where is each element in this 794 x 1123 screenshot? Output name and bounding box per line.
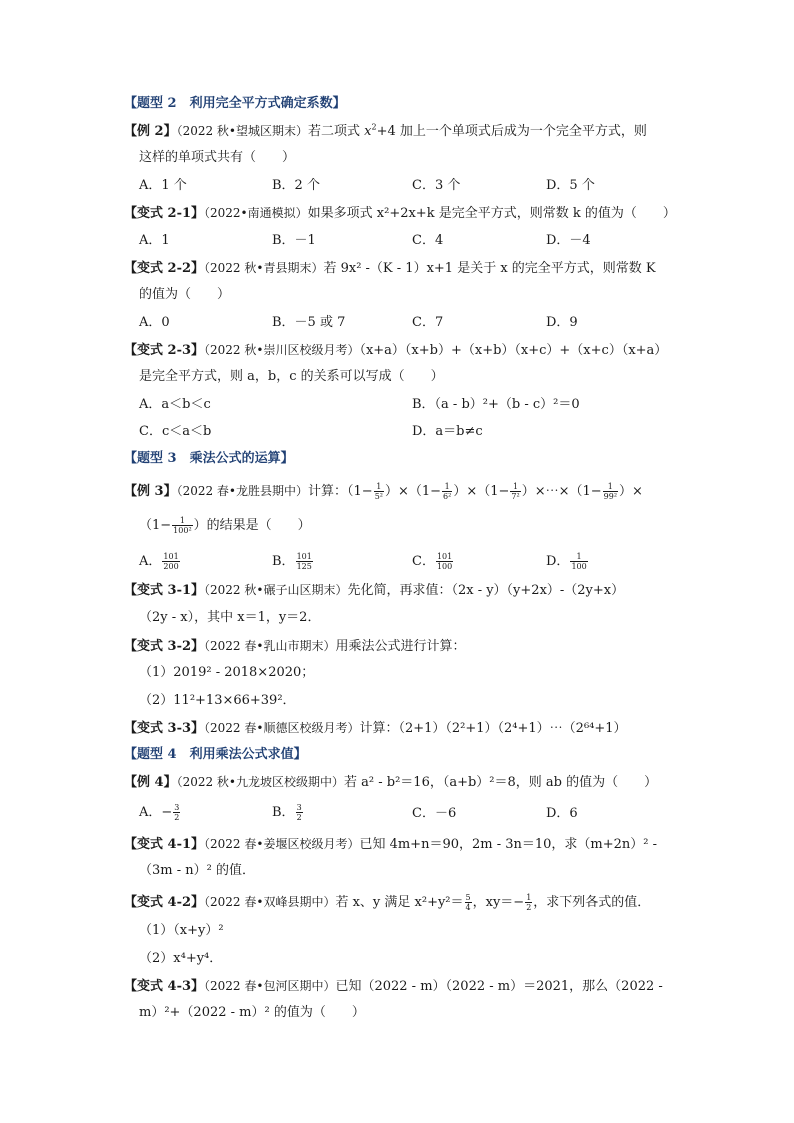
variant-2-3-line1: 【变式 2-3】（2022 秋•崇川区校级月考）（x+a）（x+b）+（x+b）（x+c）+（x+c）（x+a）	[124, 343, 668, 358]
fraction: $\frac{1}{\text{100²}}$	[173, 516, 192, 535]
example-4-line1: 【例 4】（2022 秋•九龙坡区校级期中）若 a² - b²＝16，（a+b）²＝8，则 ab 的值为（ ）	[124, 775, 658, 790]
example-4-option-a: A．− $\frac{3}{2}$	[139, 803, 180, 822]
example-3-option-a: A． $\frac{101}{200}$	[139, 552, 179, 571]
example-3-option-b: B． $\frac{101}{125}$	[272, 552, 312, 571]
variant-4-3-line1: 【变式 4-3】（2022 春•包河区期中）已知（2022 - m）（2022 - m）＝2021，那么（2022 -	[124, 979, 663, 994]
variant-2-1-line1: 【变式 2-1】（2022•南通模拟）如果多项式 x²+2x+k 是完全平方式，则常数 k 的值为（ ）	[124, 206, 676, 221]
variant-3-2-item2: （2）11²+13×66+39²．	[139, 693, 296, 708]
example-3-line2: （1− $\frac{1}{\text{100²}}$ ）的结果是（ ）	[139, 516, 311, 535]
variant-3-2-item1: （1）2019² - 2018×2020；	[139, 665, 315, 680]
example-2-option-a: A．1 个	[139, 178, 187, 193]
fraction: $\frac{5}{4}$	[465, 893, 471, 912]
example-2-option-b: B．2 个	[272, 178, 320, 193]
variant-4-2-item1: （1）（x+y）²	[139, 923, 224, 938]
example-2-source: （2022 秋•望城区期末）	[176, 124, 309, 138]
fraction: $\frac{1}{\text{6²}}$	[443, 482, 452, 501]
example-4-option-b: B． $\frac{3}{2}$	[272, 803, 302, 822]
section-heading-type2: 【题型 2 利用完全平方式确定系数】	[124, 96, 346, 111]
variant-2-1-option-a: A．1	[139, 233, 170, 248]
example-3-option-d: D． $\frac{1}{100}$	[546, 552, 587, 571]
variant-3-1-line1: 【变式 3-1】（2022 秋•碾子山区期末）先化简，再求值：（2x - y）（y+2x）-（2y+x）	[124, 583, 625, 598]
variant-3-1-line2: （2y - x），其中 x＝1，y＝2．	[139, 610, 321, 625]
variant-2-3-option-b: B．（a - b）²+（b - c）²＝0	[412, 397, 580, 412]
variant-2-3-option-c: C．c＜a＜b	[139, 424, 212, 439]
variant-2-1-option-c: C．4	[412, 233, 444, 248]
variant-2-2-option-d: D．9	[546, 315, 578, 330]
variant-3-3-line1: 【变式 3-3】（2022 春•顺德区校级月考）计算：（2+1）（2²+1）（2⁴+1）⋯（2⁶⁴+1）	[124, 721, 627, 736]
variant-2-2-line2: 的值为（ ）	[139, 287, 231, 302]
variant-2-3-option-d: D．a＝b≠c	[412, 424, 483, 439]
example-3-line1: 【例 3】（2022 春•龙胜县期中）计算：（1− $\frac{1}{\text{5²}}$ ）×（1− $\frac{1}{\text{6²}}$ ）×（1− $\frac{1}{\text{7²}}$ ）×⋯×（1− $\frac{1}{\text{99²}}$ ）×	[124, 482, 643, 501]
variant-2-3-line2: 是完全平方式，则 a，b，c 的关系可以写成（ ）	[139, 369, 444, 384]
variant-2-2-option-c: C．7	[412, 315, 444, 330]
variant-4-2-line1: 【变式 4-2】（2022 春•双峰县期中）若 x、y 满足 x²+y²＝ $\frac{5}{4}$ ，xy＝− $\frac{1}{2}$ ，求下列各式的值．	[124, 893, 651, 912]
example-2-option-c: C．3 个	[412, 178, 461, 193]
variant-3-2-line1: 【变式 3-2】（2022 春•乳山市期末）用乘法公式进行计算：	[124, 639, 466, 654]
example-4-option-d: D．6	[546, 806, 578, 821]
fraction: $\frac{1}{\text{7²}}$	[511, 482, 520, 501]
example-2-line1: 【例 2】（2022 秋•望城区期末）若二项式 $x^2+4$ 加上一个单项式后成为一个完全平方式，则	[124, 122, 647, 139]
variant-2-1-option-b: B．－1	[272, 233, 316, 248]
example-3-option-c: C． $\frac{101}{100}$	[412, 552, 453, 571]
variant-4-3-line2: m）²+（2022 - m）² 的值为（ ）	[139, 1005, 365, 1020]
variant-4-1-line2: （3m - n）² 的值．	[139, 863, 255, 878]
section-heading-type4: 【题型 4 利用乘法公式求值】	[124, 747, 307, 762]
variant-4-1-line1: 【变式 4-1】（2022 春•姜堰区校级月考）已知 4m+n＝90，2m - 3n＝10，求（m+2n）² -	[124, 837, 658, 852]
variant-2-2-option-b: B．－5 或 7	[272, 315, 346, 330]
example-2-tag: 【例 2】	[124, 124, 177, 139]
example-4-option-c: C．－6	[412, 806, 457, 821]
variant-2-3-option-a: A．a＜b＜c	[139, 397, 211, 412]
section-heading-type3: 【题型 3 乘法公式的运算】	[124, 451, 294, 466]
variant-4-2-item2: （2）x⁴+y⁴．	[139, 951, 223, 966]
fraction: $\frac{1}{2}$	[526, 893, 532, 912]
example-2-option-d: D．5 个	[546, 178, 595, 193]
variant-2-2-option-a: A．0	[139, 315, 170, 330]
variant-2-2-line1: 【变式 2-2】（2022 秋•青县期末）若 9x² -（K - 1）x+1 是关于 x 的完全平方式，则常数 K	[124, 261, 656, 276]
example-2-line2: 这样的单项式共有（ ）	[139, 150, 296, 165]
fraction: $\frac{1}{\text{5²}}$	[374, 482, 383, 501]
variant-2-1-option-d: D．－4	[546, 233, 591, 248]
fraction: $\frac{1}{\text{99²}}$	[603, 482, 618, 501]
